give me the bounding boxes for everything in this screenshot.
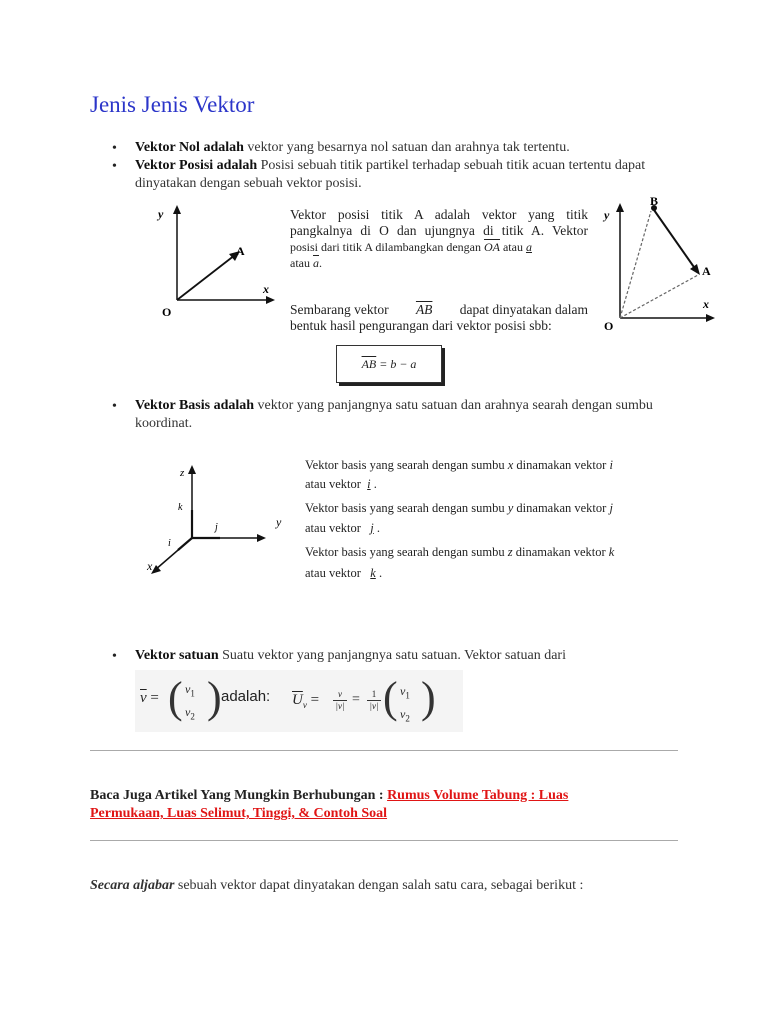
math-v2: v	[400, 707, 406, 722]
caption-text: atau	[290, 256, 310, 270]
basis-text: Vektor basis yang searah dengan sumbu	[305, 501, 505, 515]
paren-left: (	[168, 673, 183, 722]
math-v2: v	[185, 705, 191, 720]
basis-axis: x	[507, 458, 514, 472]
basis-dot: .	[373, 477, 377, 491]
basis-text: Vektor basis yang searah dengan sumbu	[305, 458, 505, 472]
math-v1: v	[400, 684, 406, 698]
formula-rest: = b − a	[379, 357, 417, 371]
link-text: Permukaan, Luas Selimut, Tinggi, & Contoh Soal	[90, 806, 388, 821]
basis-j-label: j	[215, 522, 218, 533]
aljabar-term: Secara aljabar	[90, 878, 175, 893]
caption-text: dapat dinyatakan dalam	[459, 302, 588, 317]
origin-label: O	[162, 305, 172, 319]
formula-adalah: adalah:	[221, 688, 271, 705]
basis-text: dinamakan vektor	[516, 501, 607, 515]
basis-line-y-alt	[305, 521, 380, 536]
paren-right: )	[207, 673, 222, 722]
origin-label: O	[604, 319, 614, 333]
math-a-vec: $\overline{a}$	[313, 256, 319, 270]
point-a-label: A	[702, 264, 711, 278]
caption-sembarang-vektor	[290, 302, 588, 334]
frac-den: |v|	[369, 701, 379, 711]
bullet-term: Vektor Nol adalah	[135, 140, 244, 155]
bullet-dot: •	[112, 649, 117, 664]
axis-z-label: z	[180, 467, 185, 479]
basis-text: dinamakan vektor	[515, 545, 606, 559]
caption-line: pangkalnya di O dan ujungnya di titik A. Vektor	[290, 223, 588, 238]
basis-line-z	[305, 545, 614, 560]
math-sub: 2	[190, 711, 195, 722]
axis-x-label: x	[147, 559, 153, 573]
bullet-vektor-satuan	[135, 647, 695, 665]
basis-text: Vektor basis yang searah dengan sumbu	[305, 545, 505, 559]
basis-dot: .	[376, 521, 380, 535]
caption-text: atau	[502, 240, 523, 254]
vector-position-diagram	[150, 200, 285, 325]
math-v: $\overline{v}$	[140, 690, 147, 706]
point-b-label: B	[650, 194, 659, 208]
basis-text: atau vektor	[305, 566, 361, 580]
bullet-dot: •	[112, 159, 117, 174]
basis-vec: k	[608, 545, 615, 559]
bullet-desc: Posisi sebuah titik partikel terhadap sebuah titik acuan tertentu dapat dinyatakan dengan sebuah vektor posisi.	[135, 158, 646, 191]
bullet-term: Vektor satuan	[135, 648, 219, 663]
frac-num: 1	[367, 689, 381, 701]
math-oa: $\overline{OA}$	[483, 240, 500, 254]
bullet-dot: •	[112, 399, 117, 414]
axis-y-label: y	[604, 208, 610, 222]
axis-x-label: x	[263, 282, 269, 296]
caption-line: atau $\overline{a}$.	[290, 256, 322, 270]
math-sub: 2	[405, 713, 410, 724]
math-eq: =	[310, 692, 320, 708]
basis-text: atau vektor	[305, 477, 361, 491]
aljabar-text: sebuah vektor dapat dinyatakan dengan salah satu cara, sebagai berikut :	[174, 878, 584, 893]
math-eq: =	[352, 692, 360, 707]
formula-v	[140, 690, 159, 707]
bullet-desc: Suatu vektor yang panjangnya satu satuan. Vektor satuan dari	[218, 648, 566, 663]
math-sub: 1	[190, 688, 195, 699]
link-text: Rumus Volume Tabung : Luas	[387, 788, 569, 803]
point-a-label: A	[236, 244, 245, 258]
basis-line-z-alt	[305, 566, 382, 581]
basis-vec: i	[367, 477, 371, 491]
basis-i-label: i	[168, 538, 171, 549]
axis-y-label: y	[158, 207, 164, 221]
basis-vec: j	[609, 501, 613, 515]
bullet-desc: vektor yang panjangnya satu satuan dan arahnya searah dengan sumbu koordinat.	[135, 398, 653, 431]
math-eq: =	[150, 690, 159, 706]
basis-line-x-alt	[305, 477, 377, 492]
paren-left: (	[383, 673, 398, 722]
column-vector	[185, 680, 195, 727]
bullet-dot: •	[112, 141, 117, 156]
math-sub: v	[302, 700, 307, 710]
basis-line-x	[305, 458, 613, 473]
column-vector	[400, 682, 410, 729]
related-prefix: Baca Juga Artikel Yang Mungkin Berhubungan :	[90, 788, 388, 803]
basis-dot: .	[378, 566, 383, 580]
caption-vektor-posisi	[290, 207, 588, 271]
fraction-1	[333, 689, 347, 712]
aljabar-paragraph	[90, 877, 583, 895]
caption-line	[290, 239, 588, 255]
caption-line: Vektor posisi titik A adalah vektor yang titik	[290, 207, 588, 222]
vector-subtraction-diagram	[598, 193, 723, 333]
frac-num: v	[333, 689, 347, 701]
basis-vec: j	[370, 521, 374, 535]
basis-line-y	[305, 501, 613, 516]
basis-text: dinamakan vektor	[516, 458, 607, 472]
divider	[90, 840, 678, 841]
caption-line: bentuk hasil pengurangan dari vektor posisi sbb:	[290, 318, 552, 333]
basis-axis: y	[507, 501, 514, 515]
basis-vec: i	[609, 458, 613, 472]
basis-vector-diagram	[140, 458, 290, 583]
fraction-2	[367, 689, 381, 712]
bullet-vektor-basis	[135, 397, 675, 433]
unit-vector-formula	[135, 670, 463, 732]
basis-vec: k	[370, 566, 376, 580]
math-u: $\overline{U}$	[292, 692, 303, 708]
page-title: Jenis Jenis Vektor	[90, 92, 255, 117]
math-v1: v	[185, 682, 191, 696]
bullet-term: Vektor Posisi adalah	[135, 158, 258, 173]
bullet-vektor-nol	[135, 139, 695, 157]
math-a: a	[525, 240, 532, 254]
basis-text: atau vektor	[305, 521, 361, 535]
axis-y-label: y	[276, 515, 282, 529]
divider	[90, 750, 678, 751]
math-ab: $\overline{AB}$	[415, 302, 433, 317]
bullet-vektor-posisi	[135, 157, 690, 193]
caption-line	[290, 302, 588, 318]
frac-den: |v|	[335, 701, 345, 711]
formula-u	[292, 692, 319, 710]
caption-text: Sembarang vektor	[290, 302, 389, 317]
bullet-desc: vektor yang besarnya nol satuan dan arahnya tak tertentu.	[243, 140, 570, 155]
formula-ab: $\overline{AB}$	[361, 357, 377, 371]
paren-right: )	[421, 673, 436, 722]
caption-text: posisi dari titik A dilambangkan dengan	[290, 240, 481, 254]
axis-x-label: x	[703, 297, 709, 311]
formula-box	[336, 345, 442, 383]
basis-k-label: k	[178, 502, 183, 513]
related-article	[90, 787, 650, 823]
math-sub: 1	[405, 690, 410, 701]
basis-axis: z	[507, 545, 513, 559]
bullet-term: Vektor Basis adalah	[135, 398, 255, 413]
